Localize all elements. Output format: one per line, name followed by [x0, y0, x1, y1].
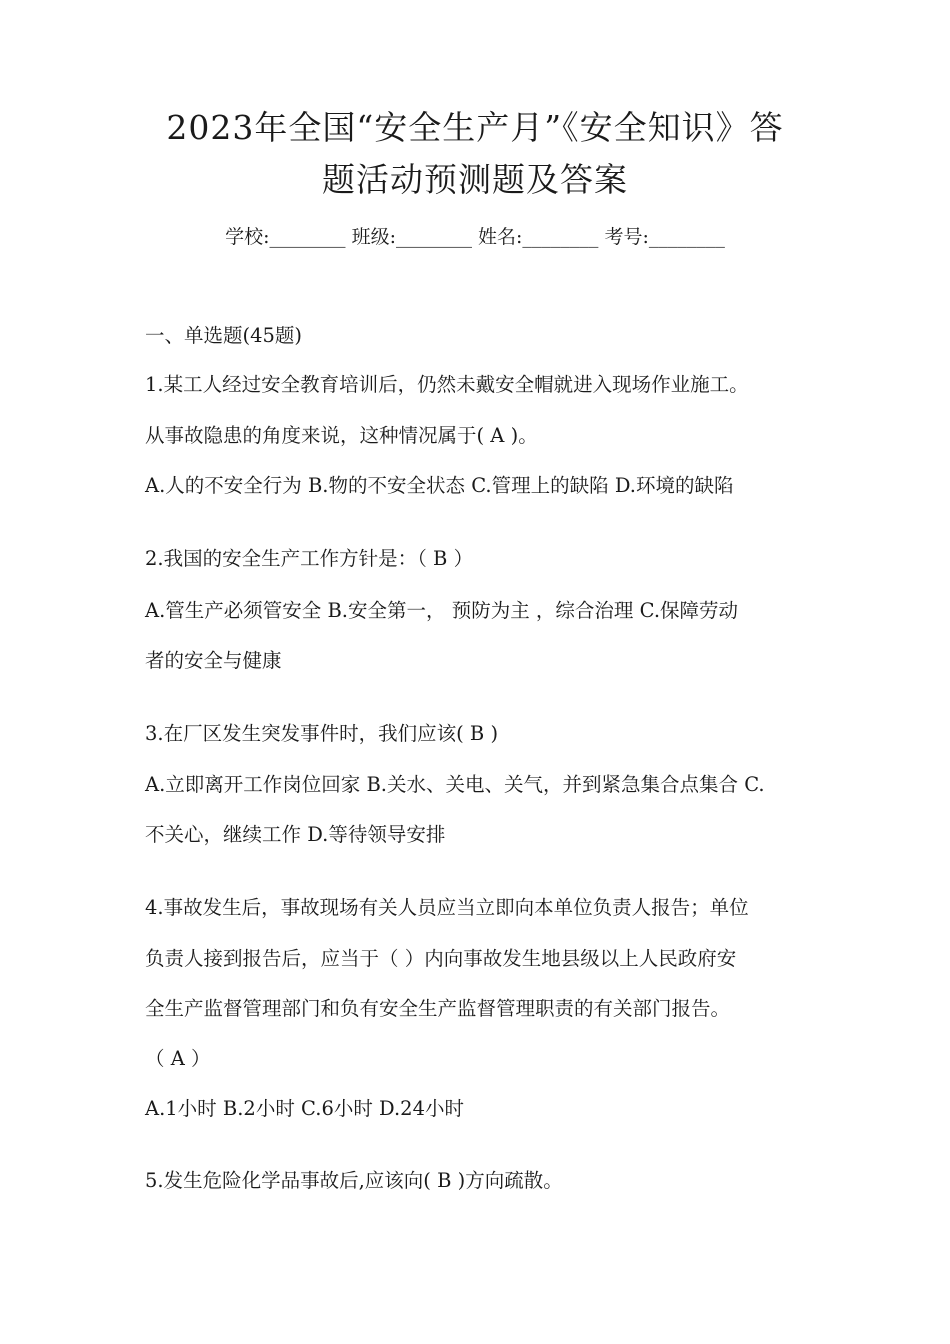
question-2-options-line-2: 者的安全与健康 [145, 649, 282, 672]
question-1-stem-line-1: 1.某工人经过安全教育培训后，仍然未戴安全帽就进入现场作业施工。 [145, 373, 749, 396]
student-info-line: 学校:________ 班级:________ 姓名:________ 考号:________ [225, 226, 725, 248]
question-4-stem-line-2: 负责人接到报告后，应当于（ ）内向事故发生地县级以上人民政府安 [145, 947, 737, 970]
section-heading: 一、单选题(45题) [145, 324, 303, 347]
question-4-stem-line-1: 4.事故发生后，事故现场有关人员应当立即向本单位负责人报告；单位 [145, 896, 749, 919]
question-3-stem: 3.在厂区发生突发事件时，我们应该( B ) [145, 722, 499, 745]
question-3-options-line-1: A.立即离开工作岗位回家 B.关水、关电、关气，并到紧急集合点集合 C. [145, 773, 765, 796]
question-4-options: A.1小时 B.2小时 C.6小时 D.24小时 [145, 1097, 464, 1120]
question-2-options-line-1: A.管生产必须管安全 B.安全第一， 预防为主 ，综合治理 C.保障劳动 [145, 599, 739, 622]
question-1-stem-line-2: 从事故隐患的角度来说，这种情况属于( A )。 [145, 424, 538, 447]
question-2-stem: 2.我国的安全生产工作方针是：（ B ） [145, 547, 474, 570]
question-3-options-line-2: 不关心，继续工作 D.等待领导安排 [145, 823, 446, 846]
question-4-stem-line-3: 全生产监督管理部门和负有安全生产监督管理职责的有关部门报告。 [145, 997, 731, 1020]
question-4-answer: （ A ） [145, 1047, 211, 1070]
document-title-line-1: 2023年全国“安全生产月”《安全知识》答 [166, 108, 784, 147]
question-5-stem: 5.发生危险化学品事故后,应该向( B )方向疏散。 [145, 1169, 563, 1192]
document-title-line-2: 题活动预测题及答案 [322, 160, 628, 199]
question-1-options: A.人的不安全行为 B.物的不安全状态 C.管理上的缺陷 D.环境的缺陷 [145, 474, 734, 497]
